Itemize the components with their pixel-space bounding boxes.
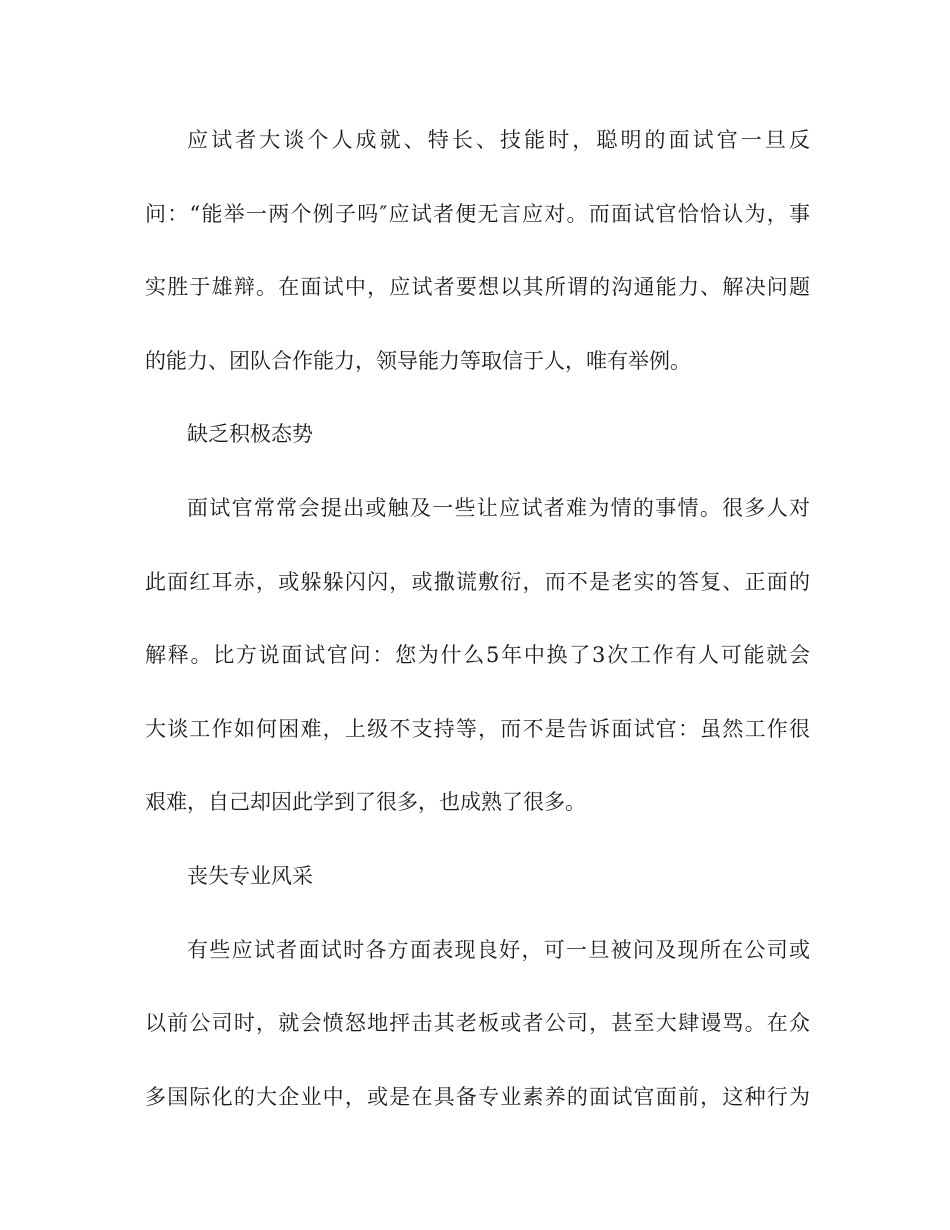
paragraph-line: 大谈工作如何困难，上级不支持等，而不是告诉面试官：虽然工作很 — [145, 716, 810, 741]
paragraph-line: 问：“能举一两个例子吗″应试者便无言应对。而面试官恰恰认为，事 — [145, 201, 810, 226]
paragraph-line: 艰难，自己却因此学到了很多，也成熟了很多。 — [145, 790, 586, 815]
paragraph-line: 解释。比方说面试官问：您为什么5年中换了3次工作有人可能就会 — [145, 643, 810, 668]
paragraph-line: 应试者大谈个人成就、特长、技能时，聪明的面试官一旦反 — [187, 128, 810, 152]
paragraph-line: 多国际化的大企业中，或是在具备专业素养的面试官面前，这种行为 — [145, 1084, 810, 1109]
paragraph-line: 有些应试者面试时各方面表现良好，可一旦被问及现所在公司或 — [187, 937, 810, 962]
paragraph-line: 此面红耳赤，或躲躲闪闪，或撒谎敷衍，而不是老实的答复、正面的 — [145, 569, 810, 594]
document-body — [145, 115, 810, 1145]
paragraph-line: 面试官常常会提出或触及一些让应试者难为情的事情。很多人对 — [187, 495, 810, 520]
paragraph-line: 的能力、团队合作能力，领导能力等取信于人，唯有举例。 — [145, 348, 691, 373]
section-heading: 缺乏积极态势 — [187, 422, 313, 447]
section-heading: 丧失专业风采 — [187, 863, 313, 888]
paragraph-line: 实胜于雄辩。在面试中，应试者要想以其所谓的沟通能力、解决问题 — [145, 275, 810, 300]
paragraph-line: 以前公司时，就会愤怒地抨击其老板或者公司，甚至大肆谩骂。在众 — [145, 1011, 810, 1036]
